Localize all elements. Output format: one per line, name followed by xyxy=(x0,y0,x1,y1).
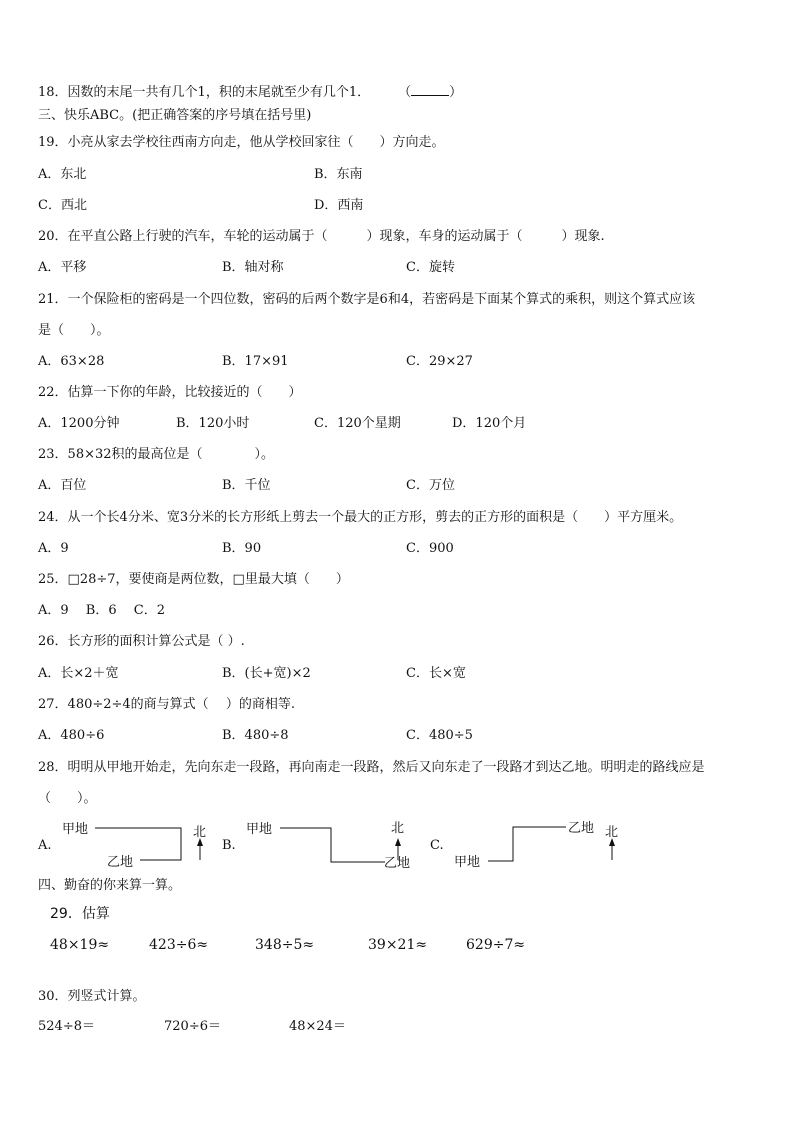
q21-option-c[interactable]: C．29×27 xyxy=(406,354,473,369)
q21-option-a[interactable]: A．63×28 xyxy=(38,354,105,369)
q22-option-d[interactable]: D．120个月 xyxy=(452,416,527,431)
q24-option-c[interactable]: C．900 xyxy=(406,541,454,556)
q28-stem-line-2: （ ）。 xyxy=(38,791,97,806)
q28-stem-line-1: 28．明明从甲地开始走，先向东走一段路，再向南走一段路，然后又向东走了一段路才到达乙地。明明走的路线应是 xyxy=(38,760,705,775)
q28-a-end-label: 乙地 xyxy=(107,855,134,870)
section-3-heading: 三、快乐ABC。(把正确答案的序号填在括号里) xyxy=(38,108,312,123)
q19-option-a[interactable]: A．东北 xyxy=(38,167,87,182)
q29-item-4: 39×21≈ xyxy=(368,937,428,953)
q30-item-1: 524÷8＝ xyxy=(38,1019,95,1034)
q28-a-north-label: 北 xyxy=(193,825,207,840)
q28-option-b-letter[interactable]: B. xyxy=(222,838,236,853)
q28-route-b xyxy=(280,828,385,862)
q19-option-d[interactable]: D．西南 xyxy=(314,198,364,213)
q28-arrowhead-b xyxy=(395,838,401,846)
q26-option-c[interactable]: C．长×宽 xyxy=(406,666,466,681)
q24-stem: 24．从一个长4分米、宽3分米的长方形纸上剪去一个最大的正方形，剪去的正方形的面积是（ ）平方厘米。 xyxy=(38,510,683,525)
q22-option-b[interactable]: B．120小时 xyxy=(176,416,250,431)
q28-option-a-letter[interactable]: A. xyxy=(38,838,52,853)
q30-item-2: 720÷6＝ xyxy=(164,1019,221,1034)
q18-paren-open: （ xyxy=(398,85,412,100)
q27-stem: 27．480÷2÷4的商与算式（ ）的商相等. xyxy=(38,697,295,712)
q22-option-c[interactable]: C．120个星期 xyxy=(314,416,401,431)
section-4-heading: 四、勤奋的你来算一算。 xyxy=(38,878,182,893)
q22-option-a[interactable]: A．1200分钟 xyxy=(38,416,120,431)
q28-route-c xyxy=(488,827,566,861)
q23-option-a[interactable]: A．百位 xyxy=(38,478,87,493)
q25-options[interactable]: A．9 B．6 C．2 xyxy=(38,603,165,618)
q22-stem: 22．估算一下你的年龄，比较接近的（ ） xyxy=(38,385,302,400)
q27-option-c[interactable]: C．480÷5 xyxy=(406,728,473,743)
q20-option-a[interactable]: A．平移 xyxy=(38,260,87,275)
q24-option-b[interactable]: B．90 xyxy=(222,541,262,556)
q29-item-2: 423÷6≈ xyxy=(149,937,209,953)
q26-option-b[interactable]: B．(长+宽)×2 xyxy=(222,666,311,681)
q28-b-north-label: 北 xyxy=(391,821,405,836)
q19-option-c[interactable]: C．西北 xyxy=(38,198,87,213)
q28-b-start-label: 甲地 xyxy=(246,822,273,837)
q29-item-5: 629÷7≈ xyxy=(466,937,526,953)
q21-stem-line-1: 21．一个保险柜的密码是一个四位数，密码的后两个数字是6和4，若密码是下面某个算式的乘积，则这个算式应该 xyxy=(38,292,696,307)
q21-stem-line-2: 是（ ）。 xyxy=(38,323,110,338)
q19-stem: 19．小亮从家去学校往西南方向走，他从学校回家往（ ）方向走。 xyxy=(38,135,445,150)
q29-title: 29．估算 xyxy=(50,906,110,922)
q28-a-start-label: 甲地 xyxy=(62,822,89,837)
q21-option-b[interactable]: B．17×91 xyxy=(222,354,289,369)
q25-stem: 25．□28÷7，要使商是两位数，□里最大填（ ） xyxy=(38,572,349,587)
q28-c-north-label: 北 xyxy=(605,825,619,840)
q27-option-b[interactable]: B．480÷8 xyxy=(222,728,289,743)
q18-text: 18．因数的末尾一共有几个1，积的末尾就至少有几个1． xyxy=(38,85,371,100)
q28-c-end-label: 乙地 xyxy=(568,821,595,836)
q23-stem: 23．58×32积的最高位是（ ）。 xyxy=(38,447,275,462)
q29-item-1: 48×19≈ xyxy=(50,937,110,953)
q27-option-a[interactable]: A．480÷6 xyxy=(38,728,105,743)
q20-stem: 20．在平直公路上行驶的汽车，车轮的运动属于（ ）现象，车身的运动属于（ ）现象. xyxy=(38,229,605,244)
q28-c-start-label: 甲地 xyxy=(454,855,481,870)
q20-option-c[interactable]: C．旋转 xyxy=(406,260,455,275)
q19-option-b[interactable]: B．东南 xyxy=(314,167,363,182)
q24-option-a[interactable]: A．9 xyxy=(38,541,69,556)
q30-item-3: 48×24＝ xyxy=(289,1019,346,1034)
q29-item-3: 348÷5≈ xyxy=(255,937,315,953)
q26-option-a[interactable]: A．长×2＋宽 xyxy=(38,666,119,681)
q18-paren-close: ） xyxy=(449,85,463,100)
q30-title: 30．列竖式计算。 xyxy=(38,989,146,1004)
q23-option-b[interactable]: B．千位 xyxy=(222,478,271,493)
q23-option-c[interactable]: C．万位 xyxy=(406,478,455,493)
q26-stem: 26．长方形的面积计算公式是（ ）. xyxy=(38,634,245,649)
q28-b-end-label: 乙地 xyxy=(384,856,411,871)
q28-option-c-letter[interactable]: C. xyxy=(430,838,444,853)
q20-option-b[interactable]: B．轴对称 xyxy=(222,260,284,275)
